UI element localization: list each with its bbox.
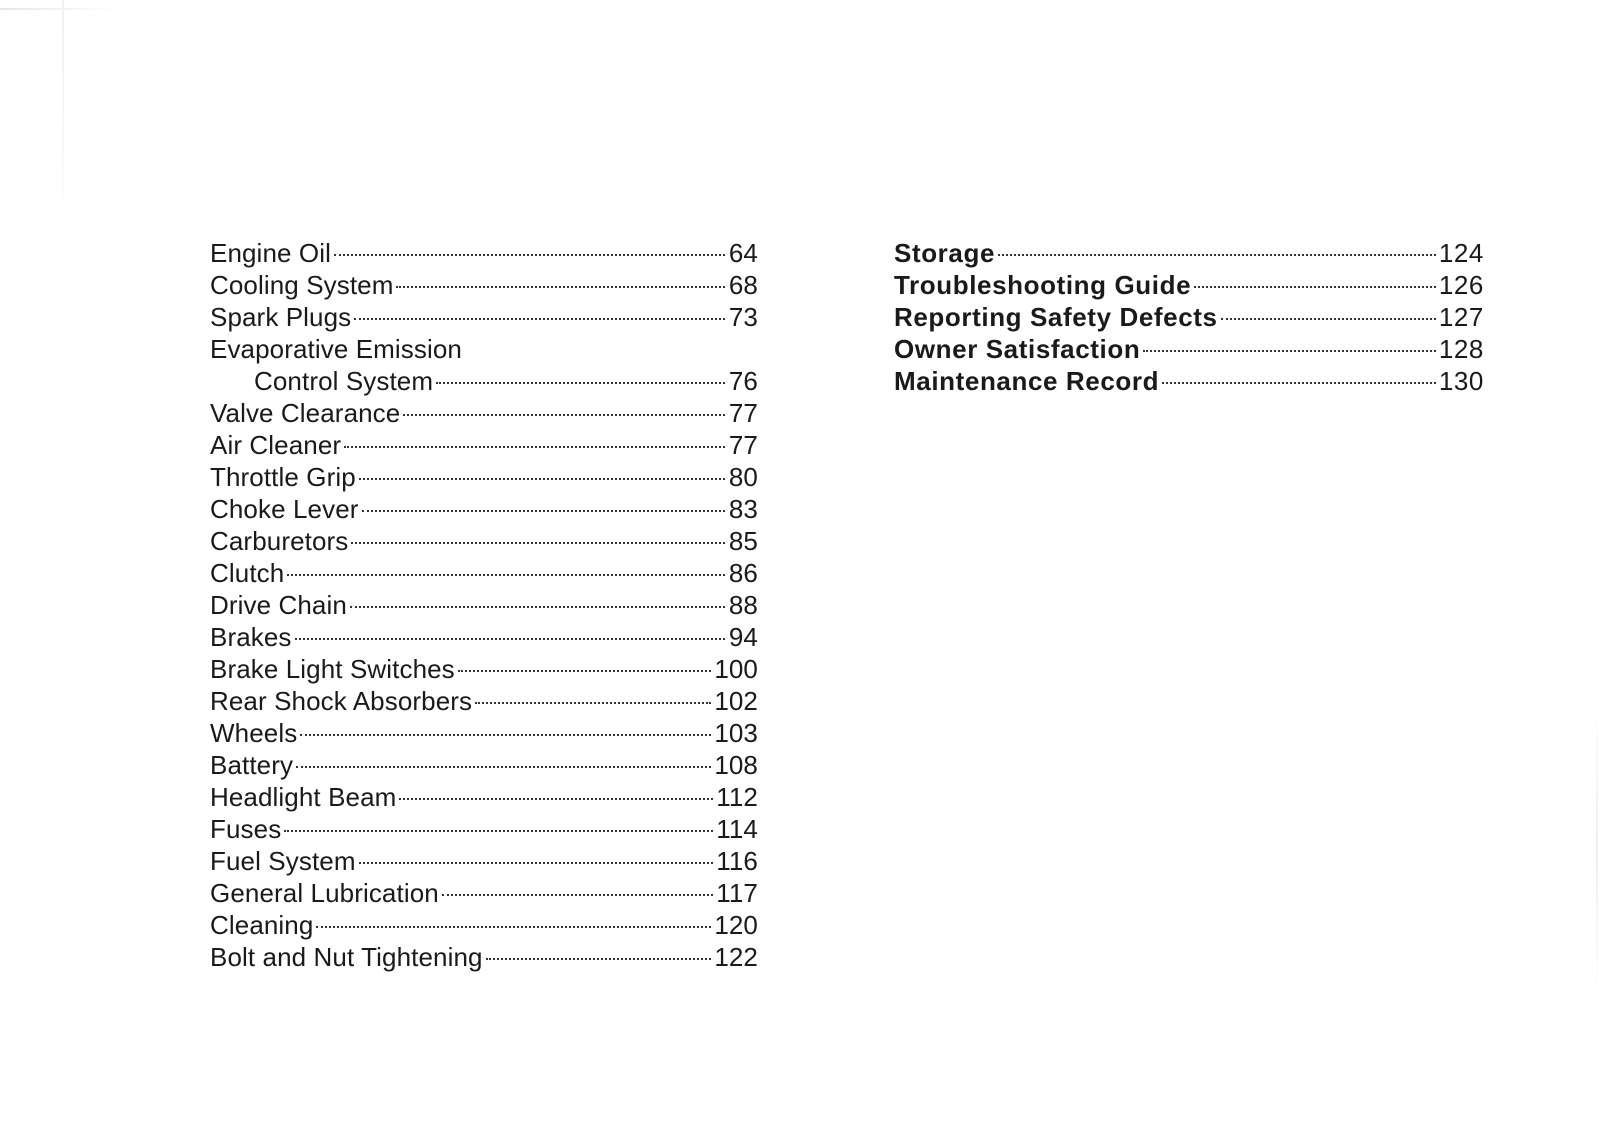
toc-entry-title: General Lubrication (210, 878, 439, 908)
toc-entry-left-20[interactable] (210, 877, 758, 909)
toc-page-number: 116 (716, 846, 758, 876)
toc-entry-title: Brakes (210, 622, 292, 652)
toc-entry-left-22[interactable] (210, 941, 758, 973)
dot-leader (284, 830, 713, 832)
dot-leader (399, 798, 713, 800)
dot-leader (300, 734, 711, 736)
toc-entry-left-14[interactable] (210, 685, 758, 717)
toc-entry-title: Storage (894, 238, 996, 268)
toc-entry-right-2[interactable] (894, 301, 1484, 333)
toc-entry-title: Rear Shock Absorbers (210, 686, 473, 716)
toc-entry-title: Headlight Beam (210, 782, 397, 812)
toc-entry-title: Evaporative Emission (210, 334, 462, 364)
toc-page-number: 124 (1438, 238, 1484, 268)
dot-leader (396, 286, 725, 288)
toc-page-number: 80 (728, 462, 758, 492)
toc-page-number: 76 (728, 366, 758, 396)
toc-page-number: 86 (728, 558, 758, 588)
dot-leader (350, 606, 725, 608)
dot-leader (403, 414, 725, 416)
dot-leader (287, 574, 725, 576)
toc-entry-left-9[interactable] (210, 525, 758, 557)
toc-entry-title: Fuses (210, 814, 282, 844)
dot-leader (359, 478, 725, 480)
dot-leader (1162, 382, 1436, 384)
toc-entry-title: Battery (210, 750, 294, 780)
toc-entry-title: Wheels (210, 718, 298, 748)
toc-column-left (210, 237, 758, 973)
toc-entry-title: Valve Clearance (210, 398, 401, 428)
toc-page-number: 64 (728, 238, 758, 268)
toc-page-number: 120 (714, 910, 758, 940)
toc-entry-title: Clutch (210, 558, 285, 588)
toc-page-number: 85 (728, 526, 758, 556)
scan-edge (1596, 700, 1598, 1000)
toc-page-number: 73 (728, 302, 758, 332)
toc-page-number: 128 (1438, 334, 1484, 364)
toc-entry-title: Cleaning (210, 910, 314, 940)
scan-edge (0, 8, 120, 10)
toc-entry-left-18[interactable] (210, 813, 758, 845)
toc-entry-left-2[interactable] (210, 301, 758, 333)
toc-entry-title: Carburetors (210, 526, 349, 556)
toc-page-number: 77 (728, 398, 758, 428)
toc-entry-left-10[interactable] (210, 557, 758, 589)
toc-page-number: 130 (1438, 366, 1484, 396)
toc-entry-title: Drive Chain (210, 590, 347, 620)
toc-entry-left-8[interactable] (210, 493, 758, 525)
toc-entry-left-5[interactable] (210, 397, 758, 429)
toc-entry-right-0[interactable] (894, 237, 1484, 269)
toc-entry-right-3[interactable] (894, 333, 1484, 365)
dot-leader (1221, 318, 1436, 320)
toc-entry-title: Owner Satisfaction (894, 334, 1141, 364)
toc-page-number: 114 (716, 814, 758, 844)
toc-entry-left-15[interactable] (210, 717, 758, 749)
toc-entry-right-4[interactable] (894, 365, 1484, 397)
toc-entry-left-3 (210, 333, 758, 365)
dot-leader (295, 638, 725, 640)
toc-page-number: 102 (714, 686, 758, 716)
toc-entry-title: Troubleshooting Guide (894, 270, 1192, 300)
toc-entry-left-19[interactable] (210, 845, 758, 877)
dot-leader (351, 542, 725, 544)
dot-leader (442, 894, 713, 896)
dot-leader (362, 510, 725, 512)
scan-edge (62, 0, 64, 200)
toc-entry-left-0[interactable] (210, 237, 758, 269)
toc-page-number: 94 (728, 622, 758, 652)
dot-leader (998, 254, 1436, 256)
dot-leader (1143, 350, 1436, 352)
toc-entry-title: Maintenance Record (894, 366, 1160, 396)
toc-entry-title: Bolt and Nut Tightening (210, 942, 483, 972)
toc-entry-left-21[interactable] (210, 909, 758, 941)
toc-entry-left-13[interactable] (210, 653, 758, 685)
toc-entry-left-4[interactable] (210, 365, 758, 397)
dot-leader (354, 318, 725, 320)
toc-entry-left-7[interactable] (210, 461, 758, 493)
toc-entry-title: Fuel System (210, 846, 356, 876)
toc-page-number: 68 (728, 270, 758, 300)
dot-leader (344, 446, 725, 448)
toc-page-number: 88 (728, 590, 758, 620)
toc-entry-title: Choke Lever (210, 494, 359, 524)
dot-leader (334, 254, 725, 256)
toc-page-number: 122 (714, 942, 758, 972)
dot-leader (359, 862, 714, 864)
toc-entry-right-1[interactable] (894, 269, 1484, 301)
toc-entry-left-11[interactable] (210, 589, 758, 621)
toc-entry-title: Spark Plugs (210, 302, 352, 332)
toc-entry-left-1[interactable] (210, 269, 758, 301)
toc-page-number: 100 (714, 654, 758, 684)
toc-column-right (894, 237, 1484, 397)
dot-leader (316, 926, 711, 928)
dot-leader (486, 958, 712, 960)
toc-entry-title: Throttle Grip (210, 462, 356, 492)
toc-page-number: 77 (728, 430, 758, 460)
toc-page-number: 103 (714, 718, 758, 748)
toc-entry-left-6[interactable] (210, 429, 758, 461)
dot-leader (475, 702, 711, 704)
toc-entry-title: Brake Light Switches (210, 654, 455, 684)
toc-entry-title: Reporting Safety Defects (894, 302, 1218, 332)
toc-entry-title: Control System (254, 366, 434, 396)
toc-page-number: 83 (728, 494, 758, 524)
toc-entry-title: Air Cleaner (210, 430, 342, 460)
toc-page-number: 112 (716, 782, 758, 812)
dot-leader (296, 766, 711, 768)
dot-leader (458, 670, 712, 672)
toc-entry-left-12[interactable] (210, 621, 758, 653)
toc-page-number: 117 (716, 878, 758, 908)
toc-entry-left-16[interactable] (210, 749, 758, 781)
toc-entry-left-17[interactable] (210, 781, 758, 813)
toc-page-number: 126 (1438, 270, 1484, 300)
toc-entry-title: Cooling System (210, 270, 394, 300)
dot-leader (436, 382, 725, 384)
toc-entry-title: Engine Oil (210, 238, 331, 268)
toc-page-number: 108 (714, 750, 758, 780)
dot-leader (1194, 286, 1436, 288)
toc-page-number: 127 (1438, 302, 1484, 332)
